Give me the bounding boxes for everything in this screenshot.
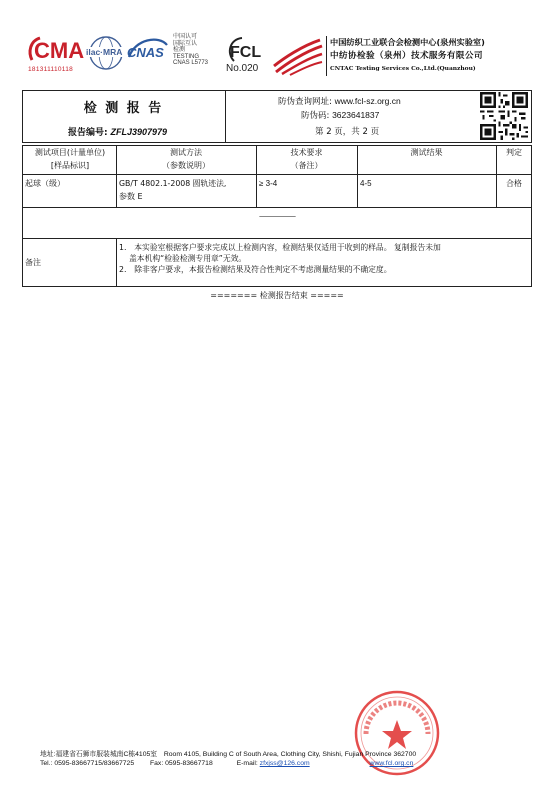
row-method: [119, 179, 255, 202]
col-header-method-line1: 测试方法: [170, 148, 202, 157]
footer-fax: Fax: 0595-83667718: [150, 760, 213, 767]
table-rule: [22, 238, 532, 239]
page-info: 第 2 页，共 2 页: [315, 127, 380, 137]
table-separator: ——————: [259, 212, 295, 220]
col-header-requirement: [256, 148, 357, 171]
verify-url[interactable]: www.fcl-sz.org.cn: [334, 96, 401, 106]
col-header-req-line1: 技术要求: [290, 148, 323, 157]
col-header-result: 测试结果: [410, 148, 443, 157]
report-number: [68, 125, 167, 138]
verify-code-label: 防伪码:: [301, 111, 330, 121]
org-divider: [326, 36, 327, 76]
cnas-logo: [125, 35, 171, 69]
row-result: 4-5: [360, 179, 372, 188]
footer-email[interactable]: zfxjss@126.com: [259, 760, 310, 767]
footer-tel: Tel.: 0595-83667715/83667725: [40, 760, 135, 767]
remarks-label: 备注: [25, 258, 41, 267]
footer-contact: [40, 760, 413, 767]
red-stripes-icon: [272, 36, 324, 76]
footer-website[interactable]: www.fcl.org.cn: [369, 760, 414, 767]
cnas-line: CNAS L5773: [173, 60, 209, 66]
header-logos: [0, 0, 555, 90]
org-name-en: CNTAC Testing Services Co.,Ltd.(Quanzhou): [330, 65, 476, 72]
cnas-line: TESTING: [173, 53, 200, 60]
fcl-logo: [224, 35, 268, 75]
report-number-value: ZFLJ3907979: [110, 127, 168, 137]
verify-url-label: 防伪查询网址:: [278, 97, 332, 107]
cnas-accreditation-text: [173, 34, 208, 67]
org-name-block: [330, 36, 552, 74]
ilac-mra-logo: [86, 33, 126, 73]
svg-text:CNAS: CNAS: [127, 45, 164, 60]
report-header-divider: [225, 90, 226, 143]
cnas-line: 检测: [173, 47, 186, 53]
fcl-number: No.020: [226, 63, 259, 74]
remark-line: 盖本机构“检验检测专用章”无效。: [129, 254, 247, 263]
table-rule: [22, 207, 532, 208]
remark-line: 1. 本实验室根据客户要求完成以上检测内容，检测结果仅适用于收到的样品。 复制报告未加: [119, 243, 441, 252]
footer-email-label: E-mail:: [236, 760, 258, 767]
qr-code[interactable]: [480, 92, 528, 140]
row-judge: 合格: [506, 179, 522, 188]
svg-text:CMA: CMA: [34, 38, 84, 63]
col-header-item: [24, 148, 116, 171]
org-name-cn-2: 中纺协检验（泉州）技术服务有限公司: [330, 51, 483, 61]
table-rule: [22, 174, 532, 175]
cma-logo-icon: [26, 34, 84, 64]
table-col-rule: [116, 238, 117, 287]
cma-logo: [26, 34, 84, 64]
report-end-marker: ======= 检测报告结束 =====: [210, 291, 344, 300]
verify-code: 3623641837: [332, 110, 380, 120]
col-header-judge: 判定: [506, 148, 522, 157]
row-requirement: ≥ 3-4: [259, 179, 278, 188]
verify-url-line: [278, 95, 401, 107]
org-name-cn-1: 中国纺织工业联合会检测中心(泉州实验室): [330, 37, 485, 47]
cnas-swoosh-icon: [125, 35, 171, 69]
cma-number: 181311110118: [28, 66, 74, 73]
remarks-text: [119, 242, 529, 275]
col-header-item-line1: 测试项目(计量单位): [34, 148, 106, 157]
col-header-req-line2: （备注）: [290, 161, 323, 170]
verify-code-line: [301, 109, 379, 121]
row-method-line2: 参数 E: [119, 192, 143, 201]
cnas-line: 中国认可: [173, 34, 198, 40]
qr-code-icon: [480, 92, 528, 140]
cnas-line: 国际互认: [173, 40, 198, 47]
org-emblem: [272, 36, 324, 76]
row-method-line1: GB/T 4802.1-2008 圆轨迹法,: [119, 179, 227, 188]
col-header-item-line2: [样品标识]: [50, 161, 90, 170]
svg-text:FCL: FCL: [230, 44, 262, 61]
fcl-arc-icon: [224, 35, 268, 65]
row-item: 起球（级）: [25, 179, 65, 188]
col-header-method: [116, 148, 256, 171]
footer-address: 地址:福建省石狮市服装城南C栋4105室 Room 4105, Building C of South Area, Clothing City, Shishi, Fujian Province 362700: [40, 751, 417, 758]
report-number-label: 报告编号:: [68, 128, 108, 138]
remark-line: 2. 除非客户要求，本报告检测结果及符合性判定不考虑测量结果的不确定度。: [119, 265, 392, 274]
ilac-label: ilac·MRA: [86, 47, 123, 57]
report-title: 检 测 报 告: [83, 101, 164, 116]
col-header-method-line2: （参数说明）: [162, 161, 210, 170]
